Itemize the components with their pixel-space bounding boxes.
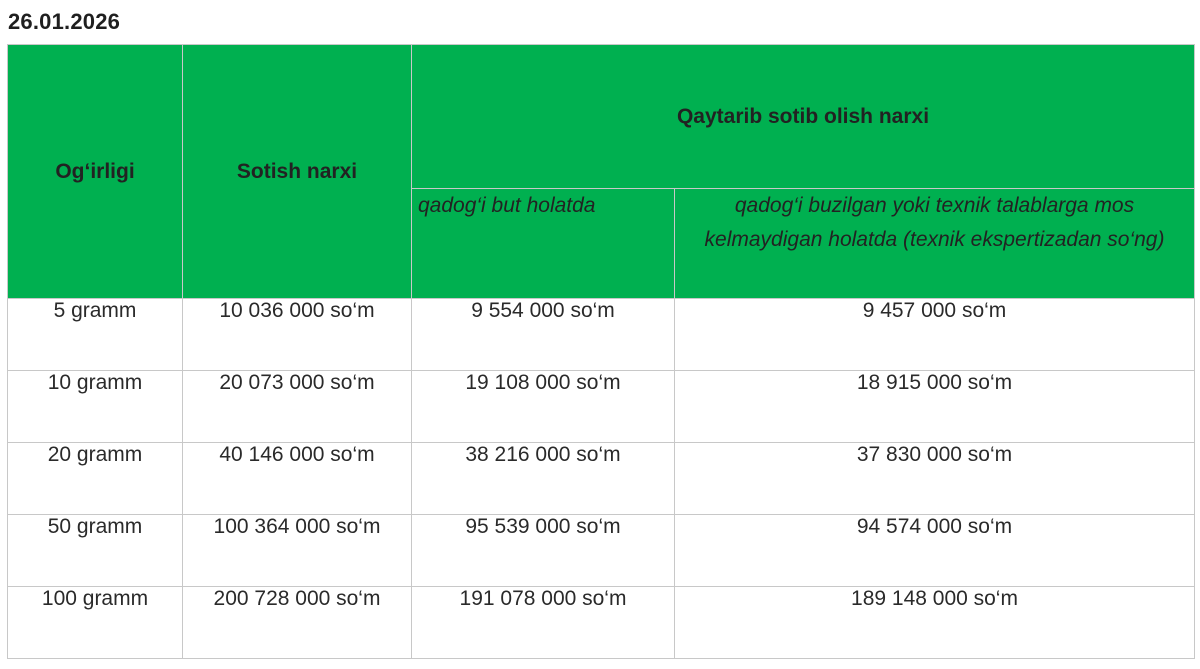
cell-weight: 5 gramm	[8, 299, 183, 371]
page-date: 26.01.2026	[8, 9, 121, 34]
cell-sale-price: 40 146 000 so‘m	[183, 443, 412, 515]
table-row	[8, 299, 1195, 371]
table-row	[8, 587, 1195, 659]
cell-buyback-damaged: 94 574 000 so‘m	[675, 515, 1195, 587]
gold-price-table	[7, 44, 1195, 659]
cell-buyback-intact: 38 216 000 so‘m	[412, 443, 675, 515]
cell-weight: 10 gramm	[8, 371, 183, 443]
table-row	[8, 371, 1195, 443]
cell-buyback-intact: 9 554 000 so‘m	[412, 299, 675, 371]
cell-buyback-damaged: 9 457 000 so‘m	[675, 299, 1195, 371]
header-buyback-damaged: qadog‘i buzilgan yoki texnik talablarga mos kelmaydigan holatda (texnik ekspertizadan so‘ng)	[675, 189, 1195, 299]
cell-sale-price: 10 036 000 so‘m	[183, 299, 412, 371]
header-buyback-intact: qadog‘i but holatda	[412, 189, 675, 299]
cell-weight: 20 gramm	[8, 443, 183, 515]
cell-weight: 50 gramm	[8, 515, 183, 587]
cell-buyback-intact: 19 108 000 so‘m	[412, 371, 675, 443]
cell-buyback-intact: 191 078 000 so‘m	[412, 587, 675, 659]
cell-buyback-intact: 95 539 000 so‘m	[412, 515, 675, 587]
cell-sale-price: 20 073 000 so‘m	[183, 371, 412, 443]
table-row	[8, 515, 1195, 587]
cell-buyback-damaged: 18 915 000 so‘m	[675, 371, 1195, 443]
header-buyback-price: Qaytarib sotib olish narxi	[412, 45, 1195, 189]
table-row	[8, 443, 1195, 515]
cell-buyback-damaged: 37 830 000 so‘m	[675, 443, 1195, 515]
cell-sale-price: 200 728 000 so‘m	[183, 587, 412, 659]
header-sale-price: Sotish narxi	[183, 45, 412, 299]
cell-weight: 100 gramm	[8, 587, 183, 659]
header-weight: Og‘irligi	[8, 45, 183, 299]
cell-sale-price: 100 364 000 so‘m	[183, 515, 412, 587]
cell-buyback-damaged: 189 148 000 so‘m	[675, 587, 1195, 659]
